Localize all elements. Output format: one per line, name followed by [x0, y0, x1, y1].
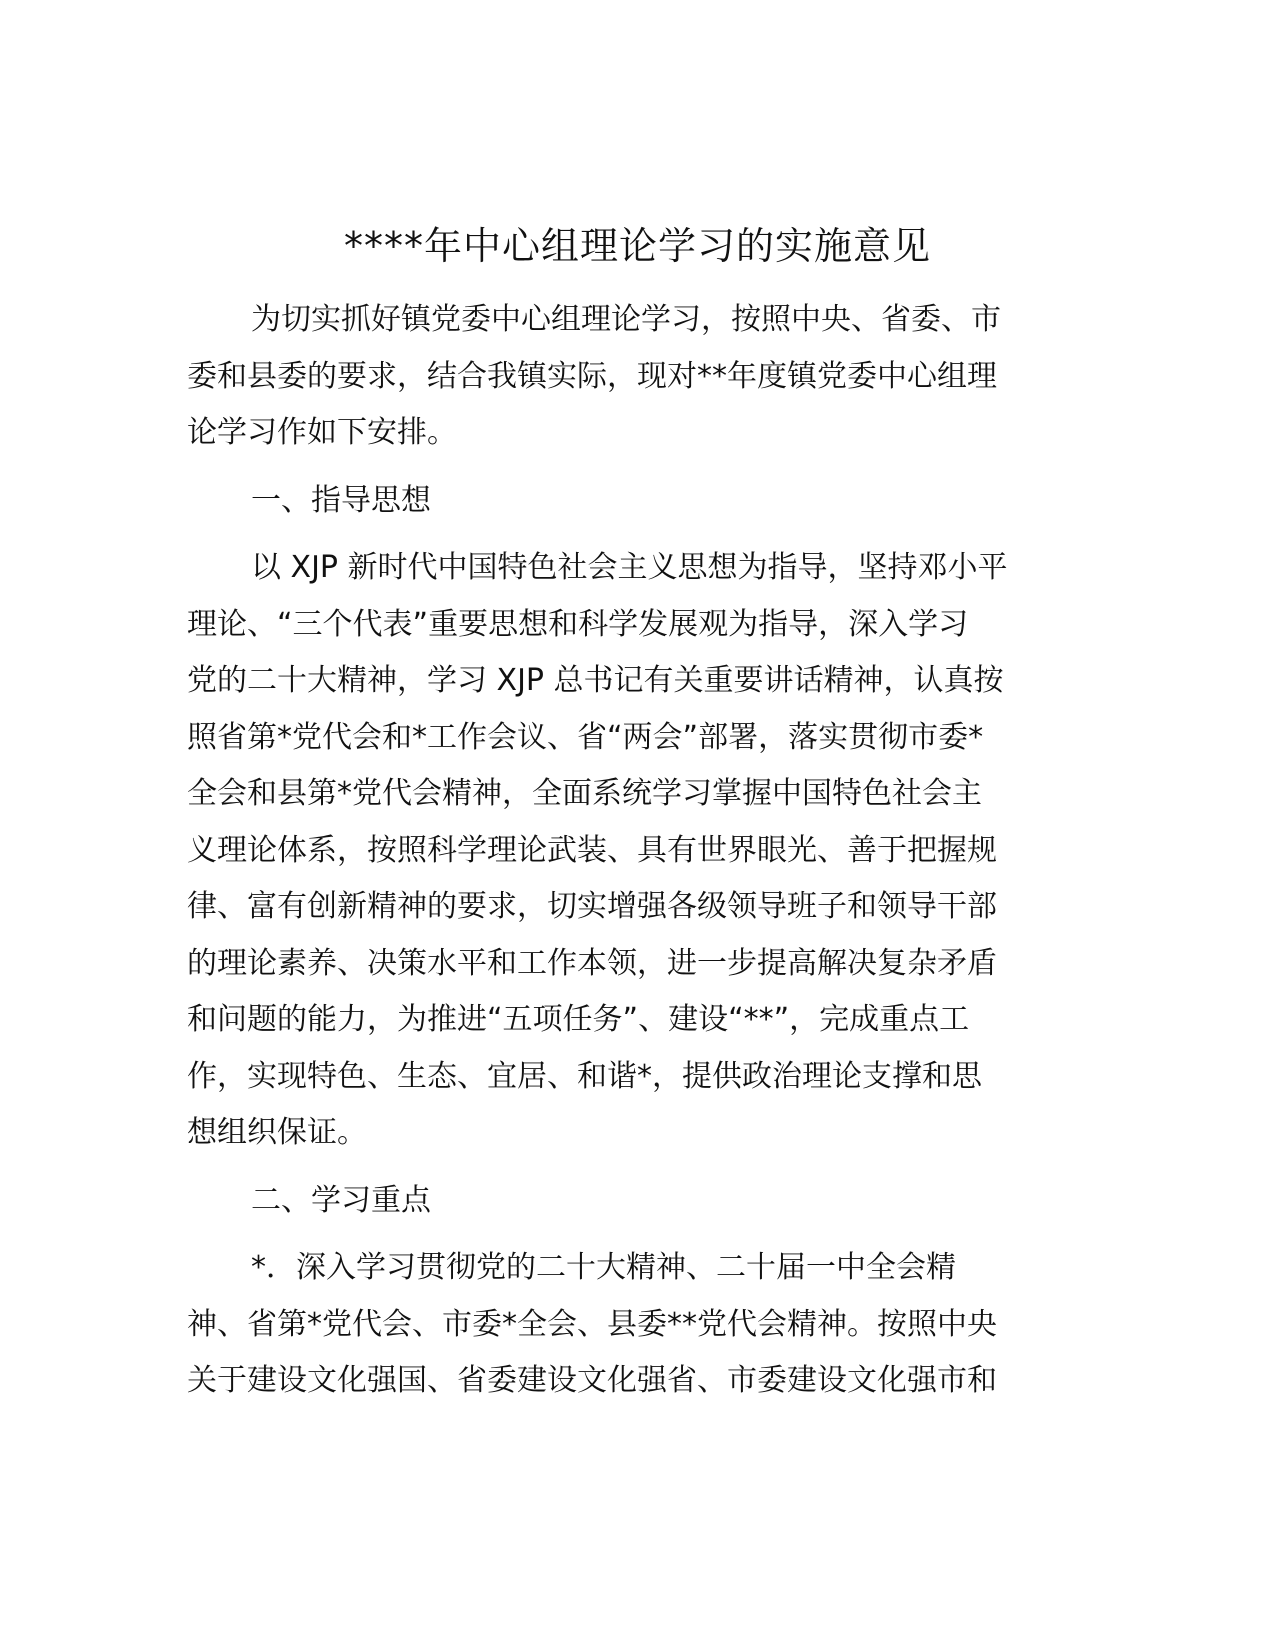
paragraph-line: 神、省第*党代会、市委*全会、县委**党代会精神。按照中央: [187, 1306, 997, 1342]
paragraph-line: *．深入学习贯彻党的二十大精神、二十届一中全会精: [251, 1250, 956, 1285]
paragraph-line: 作，实现特色、生态、宜居、和谐*，提供政治理论支撑和思: [187, 1058, 982, 1094]
paragraph-line: 以 XJP 新时代中国特色社会主义思想为指导，坚持邓小平: [251, 550, 1008, 585]
document-body: [187, 292, 1087, 1410]
paragraph-line: 想组织保证。: [187, 1115, 367, 1150]
paragraph-line: 关于建设文化强国、省委建设文化强省、市委建设文化强市和: [187, 1363, 997, 1398]
paragraph-line: 论学习作如下安排。: [187, 415, 457, 450]
paragraph-line: 义理论体系，按照科学理论武装、具有世界眼光、善于把握规: [187, 832, 997, 868]
paragraph-line: 党的二十大精神，学习 XJP 总书记有关重要讲话精神，认真按: [187, 663, 1004, 698]
paragraph-line: 全会和县第*党代会精神，全面系统学习掌握中国特色社会主: [187, 776, 982, 811]
paragraph-line: 为切实抓好镇党委中心组理论学习，按照中央、省委、市: [251, 302, 1001, 337]
section-heading-1-wrap: [187, 473, 1087, 530]
paragraph-line: 的理论素养、决策水平和工作本领，进一步提高解决复杂矛盾: [187, 945, 997, 981]
paragraph-line: 和问题的能力，为推进“五项任务”、建设“**”，完成重点工: [187, 1002, 970, 1037]
paragraph-line: 照省第*党代会和*工作会议、省“两会”部署，落实贯彻市委*: [187, 719, 984, 755]
paragraph-line: 理论、“三个代表”重要思想和科学发展观为指导，深入学习: [187, 606, 969, 642]
section-2-paragraph: [187, 1240, 1087, 1410]
document-title: ****年中心组理论学习的实施意见: [343, 224, 931, 268]
section-heading: 二、学习重点: [251, 1182, 431, 1218]
paragraph-line: 律、富有创新精神的要求，切实增强各级领导班子和领导干部: [187, 889, 997, 924]
section-heading: 一、指导思想: [251, 482, 431, 518]
section-heading-2-wrap: [187, 1173, 1087, 1230]
section-1-paragraph: [187, 540, 1087, 1162]
intro-paragraph: [187, 292, 1087, 462]
paragraph-line: 委和县委的要求，结合我镇实际，现对**年度镇党委中心组理: [187, 358, 997, 394]
